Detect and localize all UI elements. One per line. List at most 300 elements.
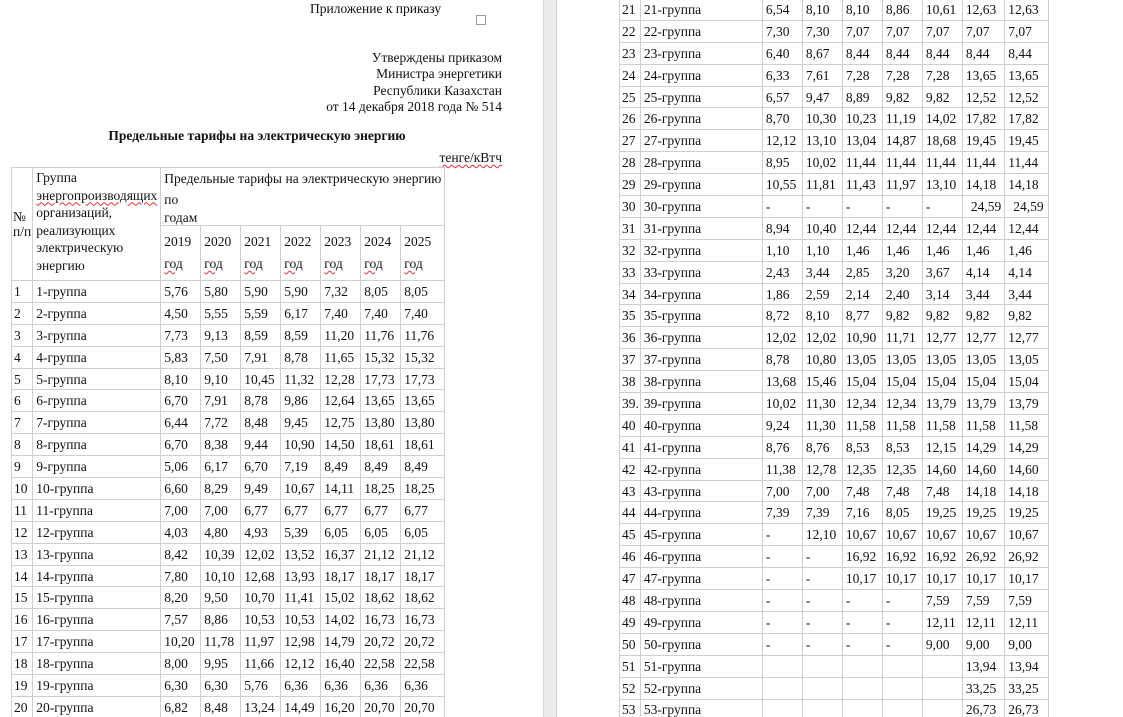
year-suffix: год [364,256,383,271]
tariff-cell-2020: 1,10 [802,239,842,261]
tariff-cell-2024: 10,17 [962,568,1004,590]
tariff-cell-2019: 6,30 [161,675,201,697]
row-number: 20 [12,696,33,717]
tariff-cell-2021: 10,90 [842,327,882,349]
year-value: 2021 [244,234,272,249]
row-number: 46 [620,546,641,568]
table-row [12,631,445,653]
row-number: 32 [620,239,641,261]
tariff-cell-2025: 8,44 [1005,42,1049,64]
tariff-cell-2020: 7,50 [201,346,241,368]
tariff-cell-2025: 8,49 [401,456,445,478]
document-page-2 [557,0,1123,717]
tariff-cell-2020: 10,39 [201,543,241,565]
tariff-cell-2025: 10,67 [1005,524,1049,546]
row-group: 34-группа [640,283,762,305]
tariff-cell-2019: 4,03 [161,521,201,543]
tariff-cell-2023: 18,68 [922,130,962,152]
header-group-line: реализующих [36,222,116,238]
tariff-cell-2019: 7,39 [762,502,802,524]
tariff-cell-2025: 13,65 [1005,64,1049,86]
tariff-cell-2023: 10,61 [922,0,962,20]
tariff-cell-2024: 12,44 [962,217,1004,239]
tariff-cell-2020: 2,59 [802,283,842,305]
row-number: 33 [620,261,641,283]
tariff-cell-2024: 7,59 [962,590,1004,612]
tariff-cell-2023: 14,02 [922,108,962,130]
tariff-cell-2020: 7,39 [802,502,842,524]
row-number: 5 [12,368,33,390]
row-group: 51-группа [640,655,762,677]
tariff-cell-2024: 24,59 [962,196,1004,218]
tariff-cell-2019: 7,73 [161,324,201,346]
table-row [12,390,445,412]
tariff-cell-2025: 4,14 [1005,261,1049,283]
tariff-cell-2021: 5,76 [241,675,281,697]
row-number: 37 [620,349,641,371]
tariff-cell-2024: 1,46 [962,239,1004,261]
year-suffix: год [204,256,223,271]
page-gap [543,0,557,717]
row-number: 52 [620,677,641,699]
row-number: 53 [620,699,641,717]
tariff-cell-2022: 11,41 [281,587,321,609]
tariff-cell-2020: 8,76 [802,436,842,458]
row-group: 5-группа [33,368,161,390]
tariff-cell-2023: 7,59 [922,590,962,612]
row-number: 26 [620,108,641,130]
tariff-cell-2020: - [802,590,842,612]
table-row [12,346,445,368]
row-group: 46-группа [640,546,762,568]
tariff-cell-2021: - [842,633,882,655]
row-group: 31-группа [640,217,762,239]
tariff-cell-2025: 6,36 [401,675,445,697]
tariff-cell-2023: 11,58 [922,414,962,436]
row-number: 19 [12,675,33,697]
tariff-cell-2021: 9,44 [241,434,281,456]
tariff-cell-2025: 14,18 [1005,174,1049,196]
tariff-cell-2021: 8,59 [241,324,281,346]
tariff-cell-2022: 9,86 [281,390,321,412]
table-row [620,261,1049,283]
tariff-cell-2022: 9,82 [882,305,922,327]
tariff-cell-2025: 15,04 [1005,371,1049,393]
tariff-cell-2022: 11,58 [882,414,922,436]
tariff-cell-2023: 9,82 [922,305,962,327]
tariff-cell-2023: 12,77 [922,327,962,349]
tariff-cell-2021: 12,44 [842,217,882,239]
table-row [12,609,445,631]
checkbox-icon[interactable] [476,15,486,25]
tariff-cell-2023: 14,60 [922,458,962,480]
tariff-cell-2022: 7,28 [882,64,922,86]
table-row [620,64,1049,86]
tariff-cell-2019: 6,33 [762,64,802,86]
tariff-cell-2019: 6,70 [161,434,201,456]
tariff-cell-2025: 21,12 [401,543,445,565]
tariff-cell-2024: 8,05 [361,281,401,303]
tariff-cell-2020: 8,67 [802,42,842,64]
tariff-cell-2019: 8,95 [762,152,802,174]
table-row [620,86,1049,108]
tariff-cell-2019: 8,76 [762,436,802,458]
row-group: 9-группа [33,456,161,478]
tariff-cell-2023: 11,20 [321,324,361,346]
row-group: 16-группа [33,609,161,631]
tariff-cell-2025: 18,17 [401,565,445,587]
row-number: 24 [620,64,641,86]
tariff-cell-2024: 15,32 [361,346,401,368]
tariff-cell-2020: 11,30 [802,393,842,415]
tariff-cell-2021: 16,92 [842,546,882,568]
tariff-cell-2025: 18,61 [401,434,445,456]
tariff-cell-2019: 7,57 [161,609,201,631]
row-number: 41 [620,436,641,458]
approval-line: от 14 декабря 2018 года № 514 [326,98,502,114]
tariff-cell-2022: - [882,590,922,612]
tariff-cell-2024: 6,05 [361,521,401,543]
tariff-cell-2022: 8,78 [281,346,321,368]
row-number: 39. [620,393,641,415]
tariff-cell-2022: 5,90 [281,281,321,303]
tariff-cell-2021: 7,16 [842,502,882,524]
row-group: 53-группа [640,699,762,717]
tariff-cell-2022: 11,71 [882,327,922,349]
row-group: 32-группа [640,239,762,261]
table-row [620,568,1049,590]
year-suffix: год [404,256,423,271]
tariff-cell-2021: 8,48 [241,412,281,434]
tariff-cell-2022: 8,86 [882,0,922,20]
row-group: 33-группа [640,261,762,283]
table-row [12,434,445,456]
header-group-line: электрическую [36,240,124,255]
year-suffix: год [324,256,343,271]
row-group: 41-группа [640,436,762,458]
tariff-cell-2021: 10,23 [842,108,882,130]
row-group: 47-группа [640,568,762,590]
row-group: 1-группа [33,281,161,303]
row-number: 30 [620,196,641,218]
tariff-cell-2023: 6,05 [321,521,361,543]
tariff-cell-2022: 10,67 [281,478,321,500]
tariff-cell-2019: 5,06 [161,456,201,478]
table-row [12,499,445,521]
table-row [620,217,1049,239]
tariff-cell-2020: 12,10 [802,524,842,546]
tariff-cell-2024: 14,18 [962,480,1004,502]
tariff-cell-2019: 5,76 [161,281,201,303]
row-group: 45-группа [640,524,762,546]
tariff-cell-2025: 17,82 [1005,108,1049,130]
row-number: 34 [620,283,641,305]
tariff-cell-2023 [922,677,962,699]
tariff-cell-2023: 16,37 [321,543,361,565]
tariff-cell-2024: 14,18 [962,174,1004,196]
tariff-cell-2024: 11,44 [962,152,1004,174]
tariff-cell-2023: 12,75 [321,412,361,434]
row-group: 21-группа [640,0,762,20]
header-group-line: организаций, [36,205,113,220]
tariff-cell-2025: 11,44 [1005,152,1049,174]
tariff-cell-2024: 12,52 [962,86,1004,108]
tariff-cell-2025: 12,63 [1005,0,1049,20]
row-group: 10-группа [33,478,161,500]
tariff-cell-2024: 17,73 [361,368,401,390]
table-row [620,699,1049,717]
header-year-2025 [401,226,445,281]
row-group: 42-группа [640,458,762,480]
row-number: 49 [620,611,641,633]
tariff-cell-2022: 1,46 [882,239,922,261]
tariff-cell-2024: 12,63 [962,0,1004,20]
tariff-cell-2020: 12,78 [802,458,842,480]
tariff-cell-2020: 8,38 [201,434,241,456]
tariff-cell-2020: 8,29 [201,478,241,500]
table-row [620,633,1049,655]
table-row [12,456,445,478]
table-row [12,521,445,543]
row-group: 35-группа [640,305,762,327]
tariff-cell-2021: 10,67 [842,524,882,546]
tariff-cell-2021: 8,10 [842,0,882,20]
tariff-cell-2023: 16,20 [321,696,361,717]
tariff-cell-2021: 10,45 [241,368,281,390]
year-value: 2025 [404,234,432,249]
tariff-cell-2024: 13,05 [962,349,1004,371]
row-group: 4-группа [33,346,161,368]
tariff-cell-2021: 4,93 [241,521,281,543]
tariff-cell-2022: 14,87 [882,130,922,152]
table-row [620,196,1049,218]
row-number: 31 [620,217,641,239]
tariff-cell-2019: 4,50 [161,302,201,324]
tariff-cell-2020: 6,30 [201,675,241,697]
tariff-cell-2020: 11,81 [802,174,842,196]
tariff-cell-2024: 8,49 [361,456,401,478]
tariff-cell-2022: 16,92 [882,546,922,568]
tariff-cell-2019 [762,655,802,677]
row-number: 29 [620,174,641,196]
tariff-cell-2025: 18,25 [401,478,445,500]
tariff-cell-2020: 10,40 [802,217,842,239]
tariff-cell-2025: 19,25 [1005,502,1049,524]
tariff-cell-2021: 10,17 [842,568,882,590]
tariff-cell-2020: 8,48 [201,696,241,717]
tariff-cell-2024: 6,77 [361,499,401,521]
row-group: 29-группа [640,174,762,196]
row-number: 50 [620,633,641,655]
tariff-cell-2019: 6,57 [762,86,802,108]
tariff-cell-2023: 15,02 [321,587,361,609]
tariff-cell-2024: 13,65 [361,390,401,412]
table-row [12,696,445,717]
tariff-cell-2020: 9,13 [201,324,241,346]
table-row [12,543,445,565]
tariff-cell-2025: 6,05 [401,521,445,543]
tariff-cell-2024: 11,76 [361,324,401,346]
document-title: Предельные тарифы на электрическую энергию [108,128,406,143]
tariff-cell-2021: 2,14 [842,283,882,305]
row-number: 16 [12,609,33,631]
row-number: 3 [12,324,33,346]
tariff-cell-2025: 13,65 [401,390,445,412]
tariff-cell-2019: - [762,590,802,612]
table-row [620,414,1049,436]
header-group-line: энергию [36,257,85,273]
tariff-cell-2020: 10,02 [802,152,842,174]
tariff-cell-2025: 14,29 [1005,436,1049,458]
table-row [12,324,445,346]
tariff-cell-2019: 8,72 [762,305,802,327]
tariff-cell-2020: 6,17 [201,456,241,478]
tariff-cell-2025: 1,46 [1005,239,1049,261]
tariff-cell-2020: 10,10 [201,565,241,587]
tariff-cell-2023: 10,67 [922,524,962,546]
tariff-cell-2023: 14,79 [321,631,361,653]
row-group: 20-группа [33,696,161,717]
tariff-cell-2025: 13,94 [1005,655,1049,677]
tariff-cell-2024: 33,25 [962,677,1004,699]
tariff-cell-2025: 7,40 [401,302,445,324]
table-row [620,546,1049,568]
tariff-cell-2024: 9,82 [962,305,1004,327]
row-number: 15 [12,587,33,609]
header-number-line: № [13,209,26,224]
header-group-line: энергопроизводящих [36,187,158,203]
tariff-cell-2025: 3,44 [1005,283,1049,305]
tariff-cell-2021: 10,70 [241,587,281,609]
table-row [12,412,445,434]
tariff-cell-2025: 9,00 [1005,633,1049,655]
tariff-cell-2020: - [802,196,842,218]
row-number: 45 [620,524,641,546]
tariff-cell-2019: 9,24 [762,414,802,436]
unit-text: тенге/кВтч [439,150,502,165]
row-number: 14 [12,565,33,587]
tariff-cell-2023: 11,44 [922,152,962,174]
tariff-cell-2022 [882,699,922,717]
row-group: 27-группа [640,130,762,152]
row-number: 28 [620,152,641,174]
tariff-cell-2025: 12,77 [1005,327,1049,349]
tariff-cell-2020: 11,30 [802,414,842,436]
tariff-cell-2024: 18,25 [361,478,401,500]
tariff-cell-2021: 6,70 [241,456,281,478]
tariff-cell-2023: 8,44 [922,42,962,64]
tariff-cell-2022: 11,19 [882,108,922,130]
tariff-cell-2019: 7,00 [161,499,201,521]
tariff-cell-2019 [762,699,802,717]
row-number: 12 [12,521,33,543]
tariff-cell-2022: 9,82 [882,86,922,108]
tariff-cell-2022: 12,34 [882,393,922,415]
tariff-cell-2022: 10,53 [281,609,321,631]
tariff-cell-2023: 14,02 [321,609,361,631]
tariff-cell-2024: 7,07 [962,20,1004,42]
tariff-cell-2019: 1,86 [762,283,802,305]
year-value: 2022 [284,234,312,249]
tariff-cell-2023: 13,79 [922,393,962,415]
year-value: 2023 [324,234,352,249]
tariff-cell-2021: 8,77 [842,305,882,327]
tariff-cell-2025: 14,18 [1005,480,1049,502]
row-number: 22 [620,20,641,42]
table-row [12,478,445,500]
year-value: 2019 [164,234,192,249]
tariff-cell-2022: - [882,633,922,655]
tariff-cell-2020: 7,00 [802,480,842,502]
tariff-cell-2020: 8,10 [802,0,842,20]
row-number: 48 [620,590,641,612]
row-number: 7 [12,412,33,434]
tariff-cell-2024: 3,44 [962,283,1004,305]
tariff-cell-2023: 7,07 [922,20,962,42]
row-number: 23 [620,42,641,64]
tariff-cell-2022: 7,07 [882,20,922,42]
tariff-cell-2020: 7,30 [802,20,842,42]
row-number: 36 [620,327,641,349]
appendix-label: Приложение к приказу [310,1,442,16]
tariff-cell-2019: 8,00 [161,653,201,675]
row-group: 17-группа [33,631,161,653]
tariff-cell-2019: 1,10 [762,239,802,261]
row-group: 25-группа [640,86,762,108]
tariff-cell-2023: 16,40 [321,653,361,675]
row-group: 23-группа [640,42,762,64]
tariff-cell-2022: 3,20 [882,261,922,283]
tariff-cell-2020: 5,80 [201,281,241,303]
tariff-cell-2021: 12,34 [842,393,882,415]
tariff-cell-2023 [922,699,962,717]
tariff-cell-2024: 6,36 [361,675,401,697]
tariff-cell-2021: 12,35 [842,458,882,480]
tariff-cell-2023: 6,77 [321,499,361,521]
header-year-2022 [281,226,321,281]
tariff-cell-2023: 8,49 [321,456,361,478]
tariff-cell-2021: 13,05 [842,349,882,371]
tariff-cell-2023: 7,48 [922,480,962,502]
tariff-cell-2021: 11,58 [842,414,882,436]
tariff-cell-2019: 8,70 [762,108,802,130]
tariff-cell-2020: 8,10 [802,305,842,327]
tariff-cell-2020: 5,55 [201,302,241,324]
row-number: 27 [620,130,641,152]
tariff-cell-2021: 11,43 [842,174,882,196]
table-row [620,239,1049,261]
tariff-cell-2022: 10,90 [281,434,321,456]
row-group: 24-группа [640,64,762,86]
row-group: 11-группа [33,499,161,521]
tariff-cell-2025: 14,60 [1005,458,1049,480]
tariff-cell-2023: 7,32 [321,281,361,303]
tariff-cell-2023: 13,10 [922,174,962,196]
tariff-cell-2021: 9,49 [241,478,281,500]
tariff-cell-2024: 16,73 [361,609,401,631]
tariff-cell-2022: 8,05 [882,502,922,524]
tariff-cell-2024: 14,29 [962,436,1004,458]
row-number: 9 [12,456,33,478]
row-number: 51 [620,655,641,677]
tariff-cell-2022: 12,12 [281,653,321,675]
tariff-cell-2020: 8,86 [201,609,241,631]
tariff-cell-2019: 7,30 [762,20,802,42]
tariff-cell-2019: 12,02 [762,327,802,349]
tariff-cell-2021: 5,59 [241,302,281,324]
year-value: 2024 [364,234,392,249]
tariff-cell-2021: 13,04 [842,130,882,152]
